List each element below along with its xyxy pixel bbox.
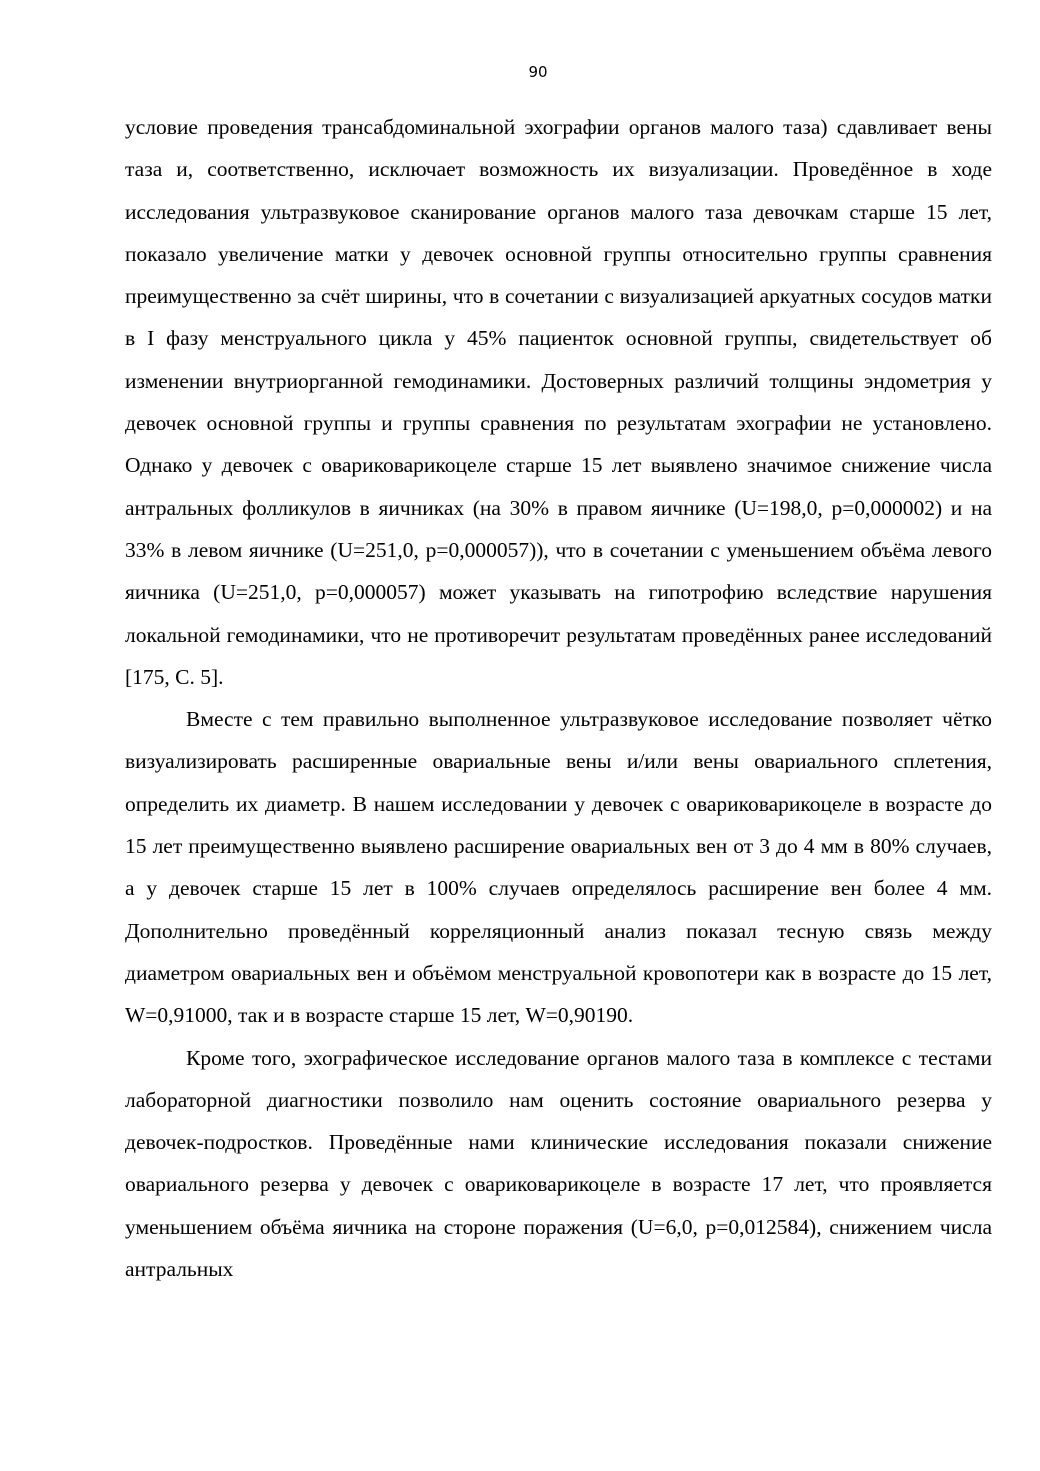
body-text bbox=[125, 106, 992, 1290]
paragraph-3: Кроме того, эхографическое исследование органов малого таза в комплексе с тестами лабораторной диагностики позволило нам оценить состояние овариального резерва у девочек-подростков. Проведённые нами клинические исследования показали снижение овариального резерва у девочек с овариковарикоцеле в возрасте 17 лет, что проявляется уменьшением объёма яичника на стороне поражения (U=6,0, p=0,012584), снижением числа антральных bbox=[125, 1045, 992, 1282]
paragraph-2: Вместе с тем правильно выполненное ультразвуковое исследование позволяет чётко визуализировать расширенные овариальные вены и/или вены овариального сплетения, определить их диаметр. В нашем исследовании у девочек с овариковарикоцеле в возрасте до 15 лет преимущественно выявлено расширение овариальных вен от 3 до 4 мм в 80% случаев, а у девочек старше 15 лет в 100% случаев определялось расширение вен более 4 мм. Дополнительно проведённый корреляционный анализ показал тесную связь между диаметром овариальных вен и объёмом менструальной кровопотери как в возрасте до 15 лет, W=0,91000, так и в возрасте старше 15 лет, W=0,90190. bbox=[125, 707, 992, 1028]
page-number: 90 bbox=[528, 63, 548, 81]
paragraph-1: условие проведения трансабдоминальной эхографии органов малого таза) сдавливает вены таза и, соответственно, исключает возможность их визуализации. Проведённое в ходе исследования ультразвуковое сканирование органов малого таза девочкам старше 15 лет, показало увеличение матки у девочек основной группы относительно группы сравнения преимущественно за счёт ширины, что в сочетании с визуализацией аркуатных сосудов матки в I фазу менструального цикла у 45% пациенток основной группы, свидетельствует об изменении внутриорганной гемодинамики. Достоверных различий толщины эндометрия у девочек основной группы и группы сравнения по результатам эхографии не установлено. Однако у девочек с овариковарикоцеле старше 15 лет выявлено значимое снижение числа антральных фолликулов в яичниках (на 30% в правом яичнике (U=198,0, p=0,000002) и на 33% в левом яичнике (U=251,0, p=0,000057)), что в сочетании с уменьшением объёма левого яичника (U=251,0, p=0,000057) может указывать на гипотрофию вследствие нарушения локальной гемодинамики, что не противоречит результатам проведённых ранее исследований [175, С. 5]. bbox=[125, 115, 992, 689]
